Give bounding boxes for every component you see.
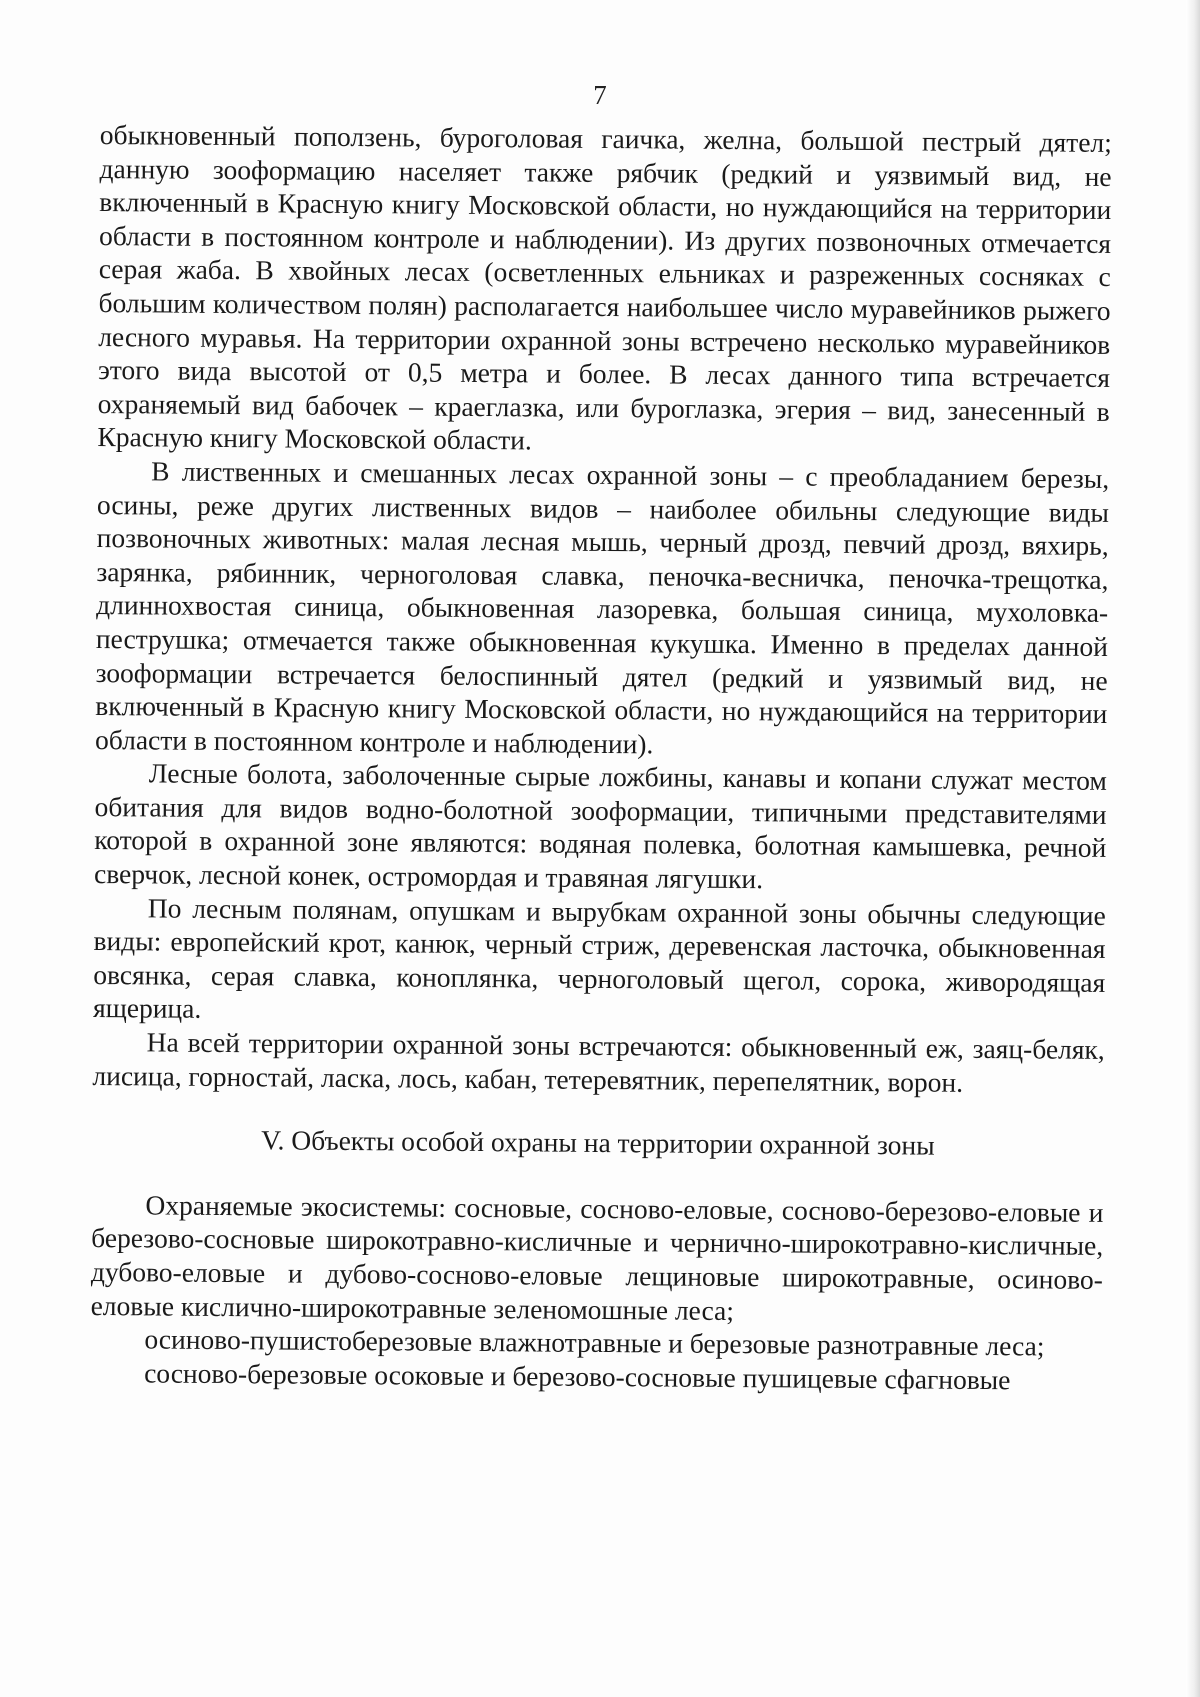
paragraph-pine-birch-sedge: сосново-березовые осоковые и березово-сосновые пушицевые сфагновые bbox=[144, 1357, 1011, 1395]
document-body bbox=[90, 118, 1112, 1397]
page-number: 7 bbox=[593, 80, 607, 110]
paragraph-whole-territory: На всей территории охранной зоны встречаются: обыкновенный еж, заяц-беляк, лисица, горностай, ласка, лось, кабан, тетеревятник, перепелятник, ворон. bbox=[92, 1026, 1105, 1098]
paragraph-forest-swamps: Лесные болота, заболоченные сырые ложбины, канавы и копани служат местом обитания для видов водно-болотной зооформации, типичными представителями которой в охранной зоне являются: водяная полевка, болотная камышевка, речной сверчок, лесной конек, остромордая и травяная лягушки. bbox=[93, 757, 1107, 895]
paragraph-glades-clearings: По лесным полянам, опушкам и вырубкам охранной зоны обычны следующие виды: европейский крот, канюк, черный стриж, деревенская ласточка, обыкновенная овсянка, серая славка, коноплянка, черноголовый щегол, сорока, живородящая ящерица. bbox=[92, 892, 1106, 1025]
paragraph-deciduous-forests: В лиственных и смешанных лесах охранной зоны – с преобладанием березы, осины, реже других лиственных видов – наиболее обильны следующие виды позвоночных животных: малая лесная мышь, черный дрозд, певчий дрозд, вяхирь, зарянка, рябинник, черноголовая славка, пеночка-весничка, пеночка-трещотка, длиннохвостая синица, обыкновенная лазоревка, большая синица, мухоловка-пеструшка; отмечается также обыкновенная кукушка. Именно в пределах данной зооформации встречается белоспинный дятел (редкий и уязвимый вид, не включенный в Красную книгу Московской области, но нуждающийся на территории области в постоянном контроле и наблюдении). bbox=[94, 455, 1110, 760]
paragraph-coniferous-forests: обыкновенный поползень, буроголовая гаичка, желна, большой пестрый дятел; данную зооформацию населяет также рябчик (редкий и уязвимый вид, не включенный в Красную книгу Московской области, но нуждающийся на территории области в постоянном контроле и наблюдении). Из других позвоночных отмечается серая жаба. В хвойных лесах (осветленных ельниках и разреженных сосняках с большим количеством полян) располагается наибольшее число муравейников рыжего лесного муравья. На территории охранной зоны встречено несколько муравейников этого вида высотой от 0,5 метра и более. В лесах данного типа встречается охраняемый вид бабочек – краеглазка, или буроглазка, эгерия – вид, занесенный в Красную книгу Московской области. bbox=[97, 118, 1112, 456]
paragraph-aspen-birch-forests: осиново-пушистоберезовые влажнотравные и березовые разнотравные леса; bbox=[144, 1323, 1045, 1362]
scan-edge-shadow bbox=[1186, 0, 1200, 1697]
section-heading: V. Объекты особой охраны на территории охранной зоны bbox=[261, 1124, 935, 1161]
paragraph-protected-ecosystems: Охраняемые экосистемы: сосновые, сосново-еловые, сосново-березово-еловые и березово-сосновые широкотравно-кисличные и чернично-широкотравно-кисличные, дубово-еловые и дубово-сосново-еловые лещиновые широкотравные, осиново-еловые кислично-широкотравные зеленомошные леса; bbox=[90, 1189, 1104, 1326]
